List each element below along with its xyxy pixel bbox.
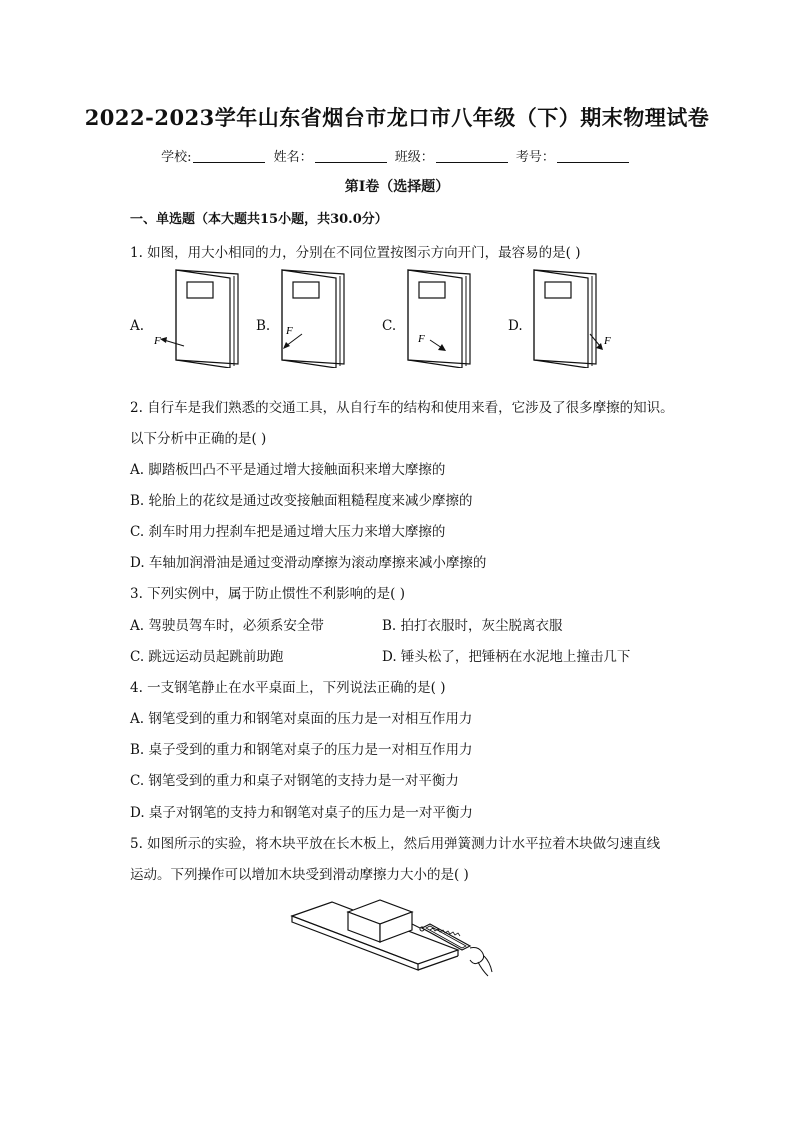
class-blank[interactable] [436, 150, 508, 163]
q1-option-d-label[interactable]: D. [508, 318, 523, 334]
q4-option-a[interactable]: A. 钢笔受到的重力和钢笔对桌面的压力是一对相互作用力 [130, 711, 473, 727]
q3-option-a[interactable]: A. 驾驶员驾车时，必须系安全带 [130, 618, 324, 634]
exam-no-label: 考号： [515, 150, 555, 165]
q5-stem-line2: 运动。下列操作可以增加木块受到滑动摩擦力大小的是( ) [130, 867, 469, 883]
q2-option-c[interactable]: C. 刹车时用力捏刹车把是通过增大压力来增大摩擦的 [130, 524, 446, 540]
q3-option-c[interactable]: C. 跳远运动员起跳前助跑 [130, 649, 284, 665]
q4-option-d[interactable]: D. 桌子对钢笔的支持力和钢笔对桌子的压力是一对平衡力 [130, 805, 473, 821]
student-info-line [0, 146, 794, 165]
class-label: 班级： [394, 150, 434, 165]
q2-stem-line1: 2. 自行车是我们熟悉的交通工具，从自行车的结构和使用来看，它涉及了很多摩擦的知识。 [130, 400, 674, 416]
q1-option-a-label[interactable]: A. [130, 318, 145, 334]
q3-option-b[interactable]: B. 拍打衣服时，灰尘脱离衣服 [382, 618, 563, 634]
q3-stem: 3. 下列实例中，属于防止惯性不利影响的是( ) [130, 586, 405, 602]
q4-option-c[interactable]: C. 钢笔受到的重力和桌子对钢笔的支持力是一对平衡力 [130, 773, 459, 789]
force-label-c: F [418, 333, 425, 345]
exam-no-blank[interactable] [557, 150, 629, 163]
q1-option-b-label[interactable]: B. [256, 318, 271, 334]
school-label: 学校: [161, 150, 192, 165]
q2-option-d[interactable]: D. 车轴加润滑油是通过变滑动摩擦为滚动摩擦来减小摩擦的 [130, 555, 487, 571]
door-figure-b [276, 268, 368, 368]
q3-option-d[interactable]: D. 锤头松了，把锤柄在水泥地上撞击几下 [382, 649, 631, 665]
q4-option-b[interactable]: B. 桌子受到的重力和钢笔对桌子的压力是一对相互作用力 [130, 742, 473, 758]
force-label-d: F [604, 335, 611, 347]
q2-stem-line2: 以下分析中正确的是( ) [130, 431, 267, 447]
force-label-a: F [154, 335, 161, 347]
section-title: 第Ⅰ卷（选择题） [344, 179, 450, 195]
door-figure-a [150, 268, 242, 368]
school-blank[interactable] [193, 150, 265, 163]
q2-option-a[interactable]: A. 脚踏板凹凸不平是通过增大接触面积来增大摩擦的 [130, 462, 446, 478]
door-figure-c [402, 268, 494, 368]
name-label: 姓名： [273, 150, 313, 165]
part-heading: 一、单选题（本大题共15小题，共30.0分） [130, 212, 388, 227]
friction-experiment-figure [288, 894, 502, 984]
q4-stem: 4. 一支钢笔静止在水平桌面上，下列说法正确的是( ) [130, 680, 446, 696]
q1-option-c-label[interactable]: C. [382, 318, 397, 334]
q2-option-b[interactable]: B. 轮胎上的花纹是通过改变接触面粗糙程度来减少摩擦的 [130, 493, 473, 509]
force-label-b: F [286, 325, 293, 337]
door-figure-d [528, 268, 620, 368]
exam-title: 2022-2023学年山东省烟台市龙口市八年级（下）期末物理试卷 [84, 105, 710, 130]
name-blank[interactable] [315, 150, 387, 163]
q1-stem: 1. 如图，用大小相同的力，分别在不同位置按图示方向开门，最容易的是( ) [130, 245, 581, 261]
q5-stem-line1: 5. 如图所示的实验，将木块平放在长木板上，然后用弹簧测力计水平拉着木块做匀速直线 [130, 836, 661, 852]
